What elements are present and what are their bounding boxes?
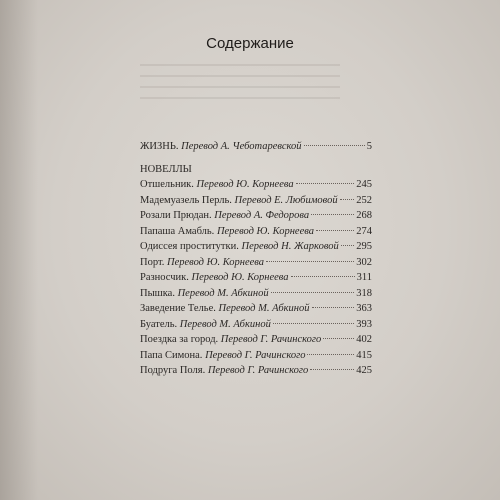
entry-translator: Перевод Ю. Корнеева [216,225,314,237]
novellas-section [140,164,372,381]
entry-title: Папаша Амабль. [140,225,215,237]
toc-row [140,319,372,335]
toc-row [140,272,372,288]
toc-row [140,334,372,350]
entry-title: Порт. [140,256,165,268]
toc-entry-text [140,365,308,376]
entry-translator: Перевод Е. Любимовой [234,194,338,206]
entry-page-number: 415 [356,349,372,361]
entry-page-number: 302 [356,256,372,268]
entry-translator: Перевод Ю. Корнеева [167,256,265,268]
dot-leader [304,145,365,146]
dot-leader [310,369,354,370]
dot-leader [341,245,355,246]
dot-leader [340,199,355,200]
entry-page-number: 393 [356,318,372,330]
toc-row [140,350,372,366]
toc-row [140,179,372,195]
entries-list [140,179,372,381]
dot-leader [271,292,355,293]
toc-entry-text [140,226,314,237]
toc-row [140,288,372,304]
entry-title: Одиссея проститутки. [140,241,239,252]
entry-translator: Перевод Г. Рачинского [220,334,322,345]
page-title: Содержание [206,35,294,52]
dot-leader [273,323,354,324]
entry-page-number: 268 [356,210,372,221]
entry-page-number: 252 [356,194,372,206]
toc-entry-text [140,241,339,252]
toc-row [140,195,372,211]
toc-entry-text [140,195,338,206]
dot-leader [307,354,354,355]
entry-page-number: 274 [356,225,372,237]
entry-page-number: 245 [356,179,372,190]
entry-translator: Перевод А. Чеботаревской [181,141,302,152]
toc-entry-text [140,141,302,152]
toc-row [140,257,372,273]
entry-translator: Перевод М. Абкиной [179,318,271,330]
toc-entry-text [140,334,321,345]
toc-entry-text [140,319,271,330]
entry-translator: Перевод Н. Жарковой [241,241,339,252]
dot-leader [323,338,354,339]
toc-entry-text [140,303,310,314]
show-through-text [140,55,340,115]
entry-title: ЖИЗНЬ. [140,141,179,152]
entry-title: Отшельник. [140,179,194,190]
toc-entry-text [140,350,305,361]
entry-title: Мадемуазель Перль. [140,194,232,206]
entry-page-number: 311 [356,272,372,283]
section-heading: НОВЕЛЛЫ [140,164,192,175]
toc-row [140,303,372,319]
toc-entry-text [140,257,264,268]
entry-title: Розали Прюдан. [140,210,212,221]
entry-page-number: 5 [366,141,372,152]
toc-entry-text [140,288,269,299]
entry-translator: Перевод Г. Рачинского [207,365,309,376]
dot-leader [266,261,354,262]
entry-translator: Перевод М. Абкиной [218,303,310,314]
toc-entry-text [140,210,309,221]
entry-title: Разносчик. [140,272,189,283]
entry-title: Папа Симона. [140,349,203,361]
dot-leader [316,230,354,231]
toc-entry-text [140,179,294,190]
dot-leader [296,183,355,184]
entry-page-number: 402 [356,334,372,345]
entry-title: Поездка за город. [140,334,219,345]
main-entry [140,141,372,157]
spine-shadow [0,0,38,500]
dot-leader [291,276,355,277]
entry-page-number: 295 [356,241,372,252]
toc-row [140,210,372,226]
toc-row [140,226,372,242]
entry-translator: Перевод Ю. Корнеева [191,272,289,283]
dot-leader [312,307,355,308]
toc-entry-text [140,272,289,283]
toc-row [140,141,372,157]
entry-page-number: 425 [356,365,372,376]
entry-title: Подруга Поля. [140,365,206,376]
entry-translator: Перевод Ю. Корнеева [196,179,294,190]
toc-row [140,365,372,381]
entry-translator: Перевод Г. Рачинского [205,349,306,361]
dot-leader [311,214,354,215]
entry-page-number: 363 [356,303,372,314]
entry-title: Заведение Телье. [140,303,216,314]
entry-translator: Перевод А. Федорова [214,210,310,221]
toc-row [140,241,372,257]
entry-translator: Перевод М. Абкиной [177,287,269,299]
entry-title: Пышка. [140,287,175,299]
entry-title: Буатель. [140,318,178,330]
entry-page-number: 318 [356,287,372,299]
